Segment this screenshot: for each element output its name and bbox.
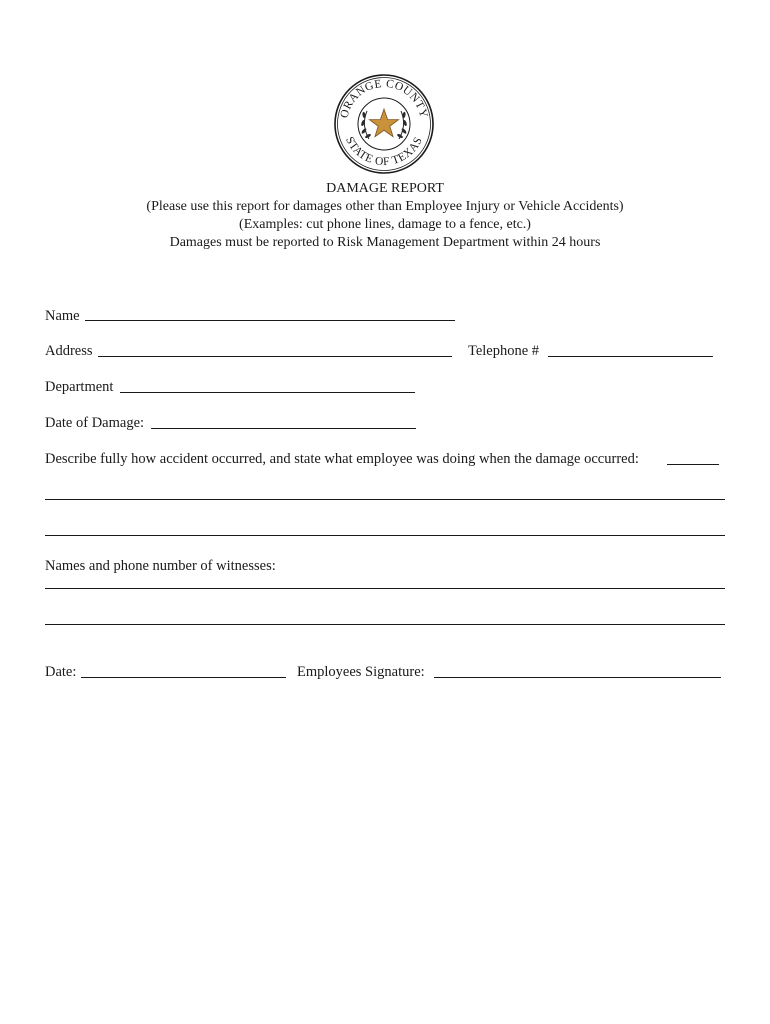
report-title: DAMAGE REPORT <box>326 181 444 196</box>
description-field-inline[interactable] <box>667 464 719 465</box>
witnesses-field-line-1[interactable] <box>45 588 725 589</box>
seal-top-text: ORANGE COUNTY <box>338 77 430 120</box>
report-instruction-3: Damages must be reported to Risk Management Department within 24 hours <box>169 235 601 250</box>
report-instruction-1: (Please use this report for damages other than Employee Injury or Vehicle Accidents) <box>146 199 624 214</box>
date-field[interactable] <box>81 677 286 678</box>
report-header <box>0 180 770 252</box>
telephone-field[interactable] <box>548 356 713 357</box>
date-of-damage-field[interactable] <box>151 428 416 429</box>
name-field[interactable] <box>85 320 455 321</box>
name-label: Name <box>45 308 80 324</box>
county-seal-logo <box>333 73 435 175</box>
report-instruction-2: (Examples: cut phone lines, damage to a fence, etc.) <box>239 217 531 232</box>
department-label: Department <box>45 379 114 395</box>
description-field-line-2[interactable] <box>45 535 725 536</box>
description-field-line-1[interactable] <box>45 499 725 500</box>
address-field[interactable] <box>98 356 452 357</box>
signature-label: Employees Signature: <box>297 664 425 680</box>
seal-bottom-text: STATE OF TEXAS <box>343 135 425 169</box>
description-label: Describe fully how accident occurred, and state what employee was doing when the damage occurred: <box>45 451 639 467</box>
telephone-label: Telephone # <box>468 343 540 359</box>
department-field[interactable] <box>120 392 415 393</box>
witnesses-field-line-2[interactable] <box>45 624 725 625</box>
signature-field[interactable] <box>434 677 721 678</box>
star-icon <box>369 109 398 137</box>
date-label: Date: <box>45 664 77 680</box>
date-of-damage-label: Date of Damage: <box>45 415 145 431</box>
witnesses-label: Names and phone number of witnesses: <box>45 558 276 574</box>
address-label: Address <box>45 343 93 359</box>
